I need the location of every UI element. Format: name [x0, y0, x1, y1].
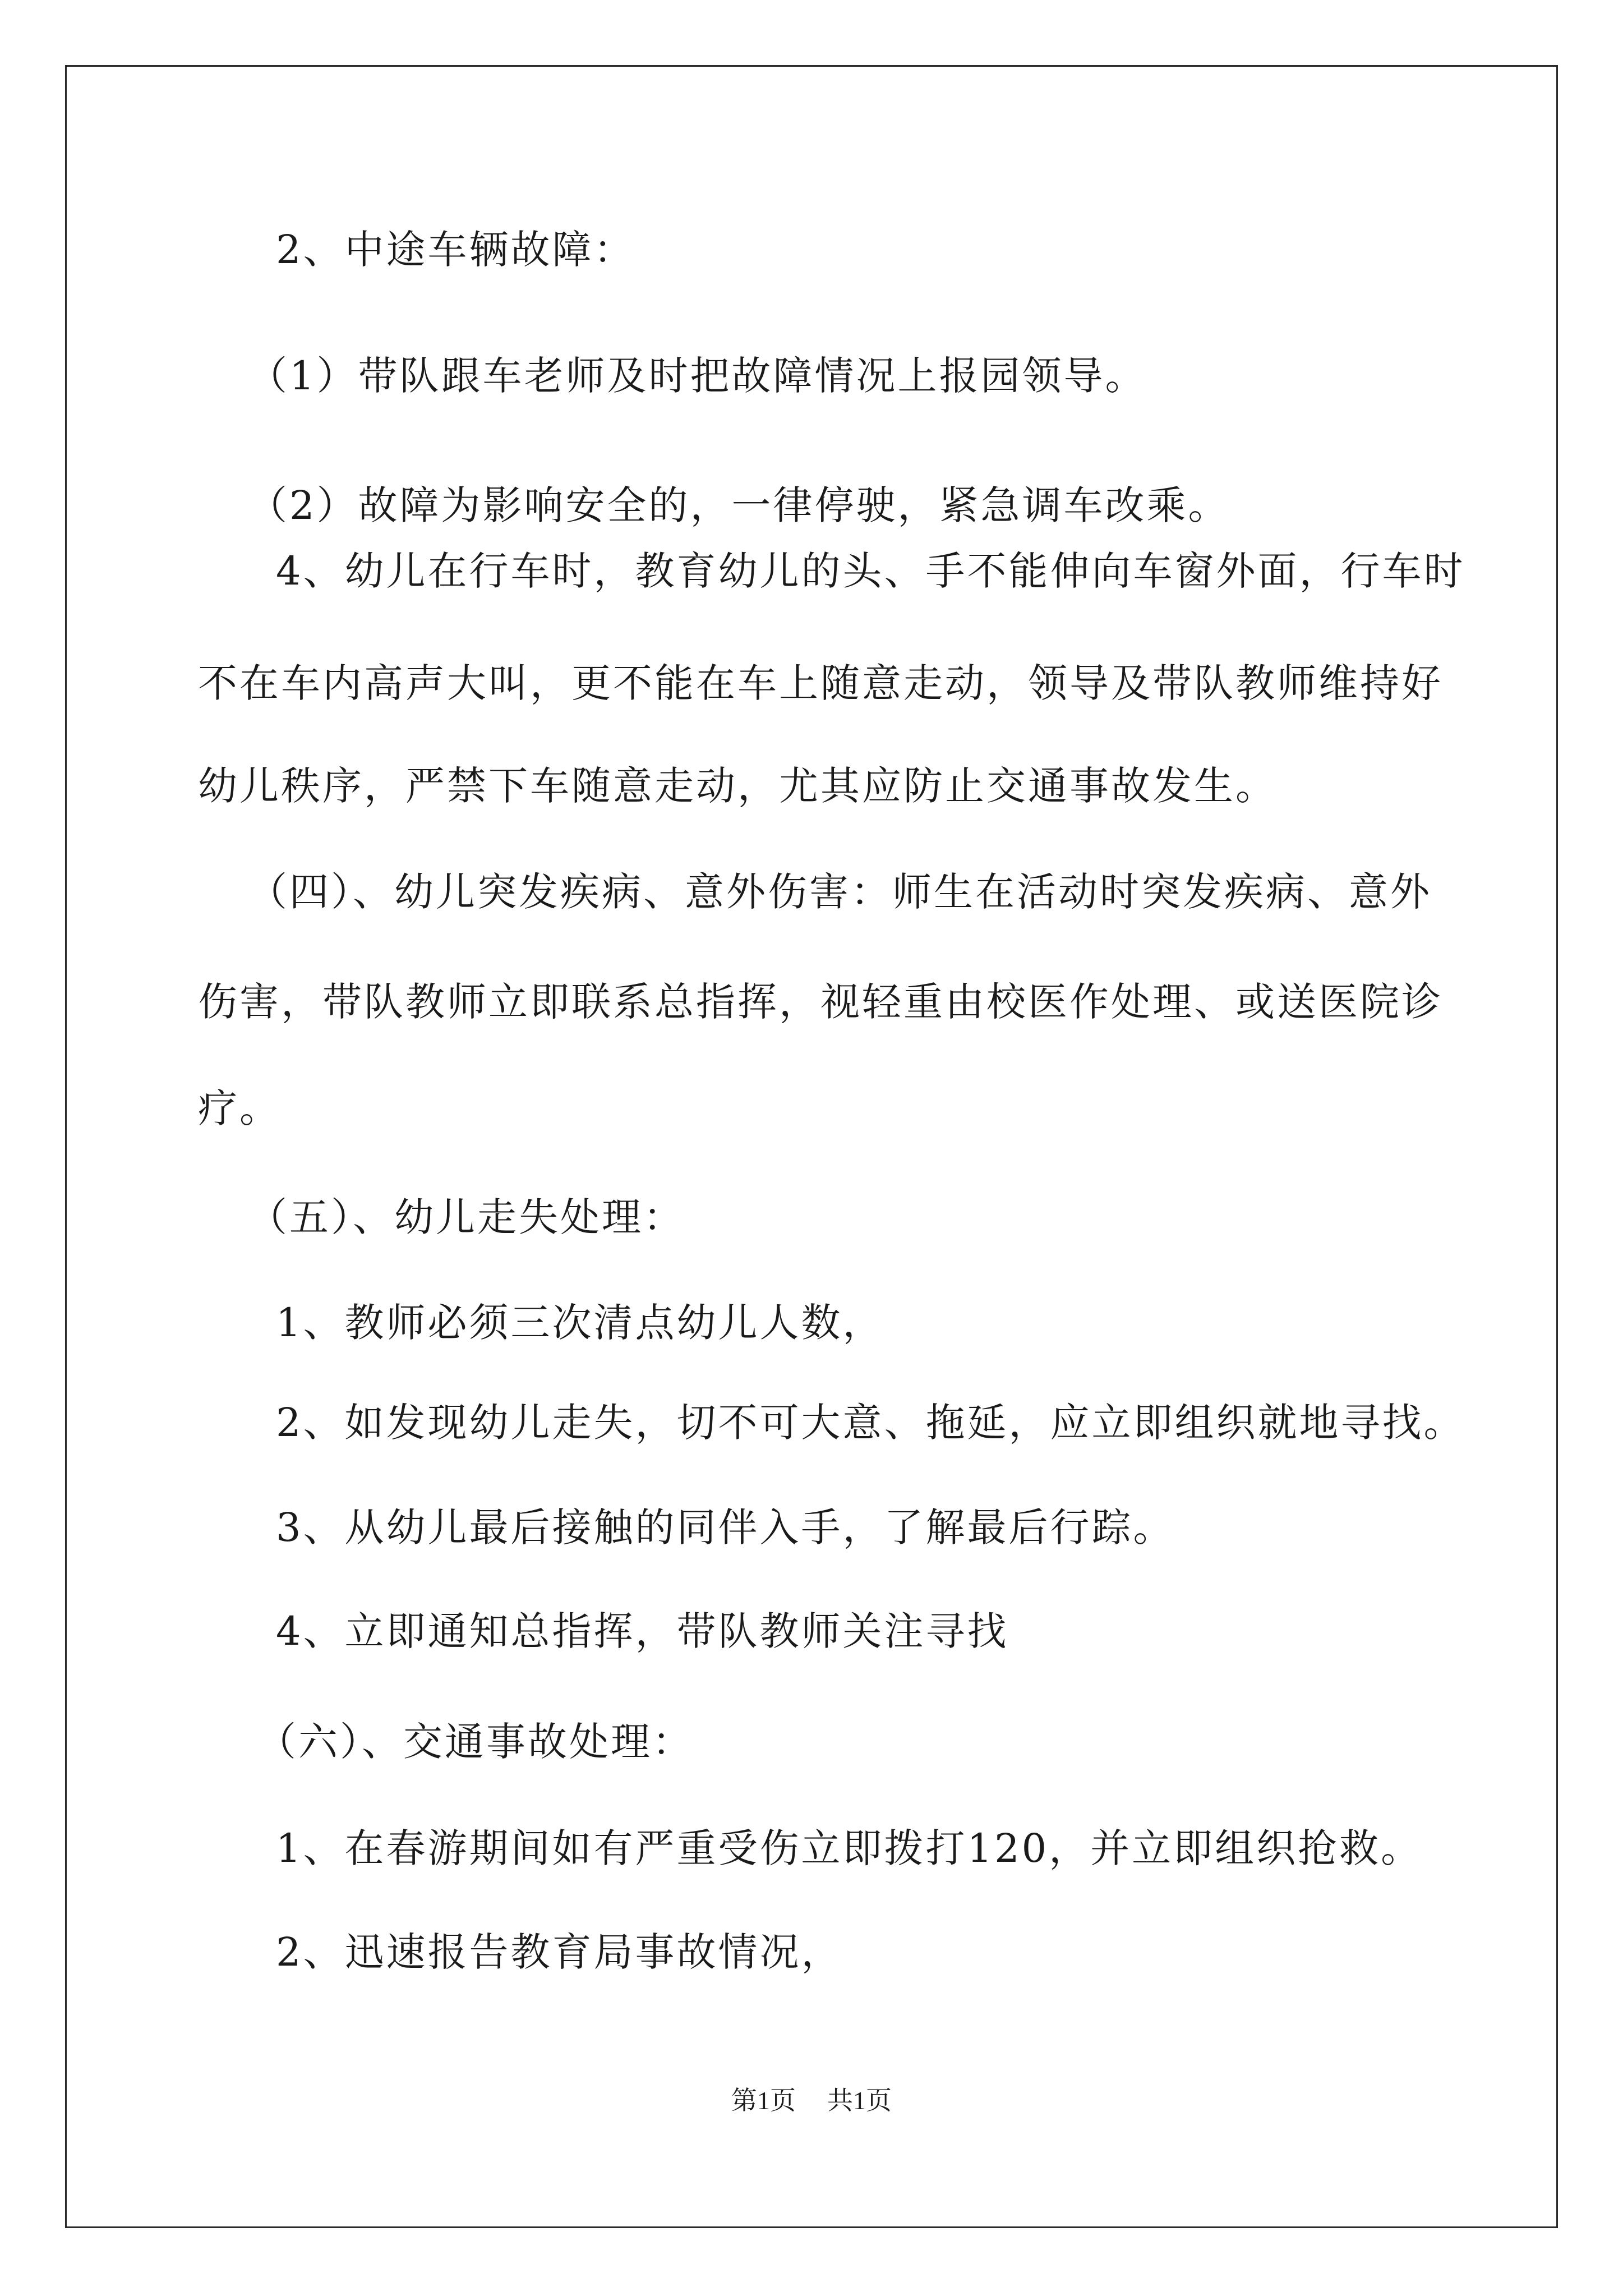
- page-number-total: 共1页: [827, 2086, 892, 2115]
- text-line: （六）、交通事故处理：: [257, 1719, 694, 1765]
- text-line: （四）、幼儿突发疾病、意外伤害：师生在活动时突发疾病、意外: [248, 869, 1432, 915]
- text-line: 幼儿秩序，严禁下车随意走动，尤其应防止交通事故发生。: [198, 763, 1277, 809]
- text-line: 4、立即通知总指挥，带队教师关注寻找: [276, 1608, 1009, 1654]
- text-line: 3、从幼儿最后接触的同伴入手，了解最后行踪。: [276, 1504, 1175, 1550]
- text-line: （五）、幼儿走失处理：: [248, 1194, 685, 1240]
- text-line: 疗。: [198, 1085, 281, 1131]
- text-line: 4、幼儿在行车时，教育幼儿的头、手不能伸向车窗外面，行车时: [276, 548, 1465, 594]
- text-line: 1、教师必须三次清点幼儿人数，: [276, 1300, 884, 1346]
- text-line: 伤害，带队教师立即联系总指挥，视轻重由校医作处理、或送医院诊: [198, 979, 1443, 1025]
- text-line: 1、在春游期间如有严重受伤立即拨打120，并立即组织抢救。: [276, 1825, 1423, 1871]
- text-line: 2、中途车辆故障：: [276, 227, 635, 273]
- page-number-current: 第1页: [731, 2086, 796, 2115]
- page-footer: [0, 2084, 1623, 2118]
- text-line: 不在车内高声大叫，更不能在车上随意走动，领导及带队教师维持好: [198, 660, 1443, 706]
- text-line: （1）带队跟车老师及时把故障情况上报园领导。: [248, 353, 1147, 399]
- text-line: 2、如发现幼儿走失，切不可大意、拖延，应立即组织就地寻找。: [276, 1400, 1465, 1446]
- text-line: 2、迅速报告教育局事故情况，: [276, 1929, 843, 1975]
- text-line: （2）故障为影响安全的，一律停驶，紧急调车改乘。: [248, 482, 1230, 528]
